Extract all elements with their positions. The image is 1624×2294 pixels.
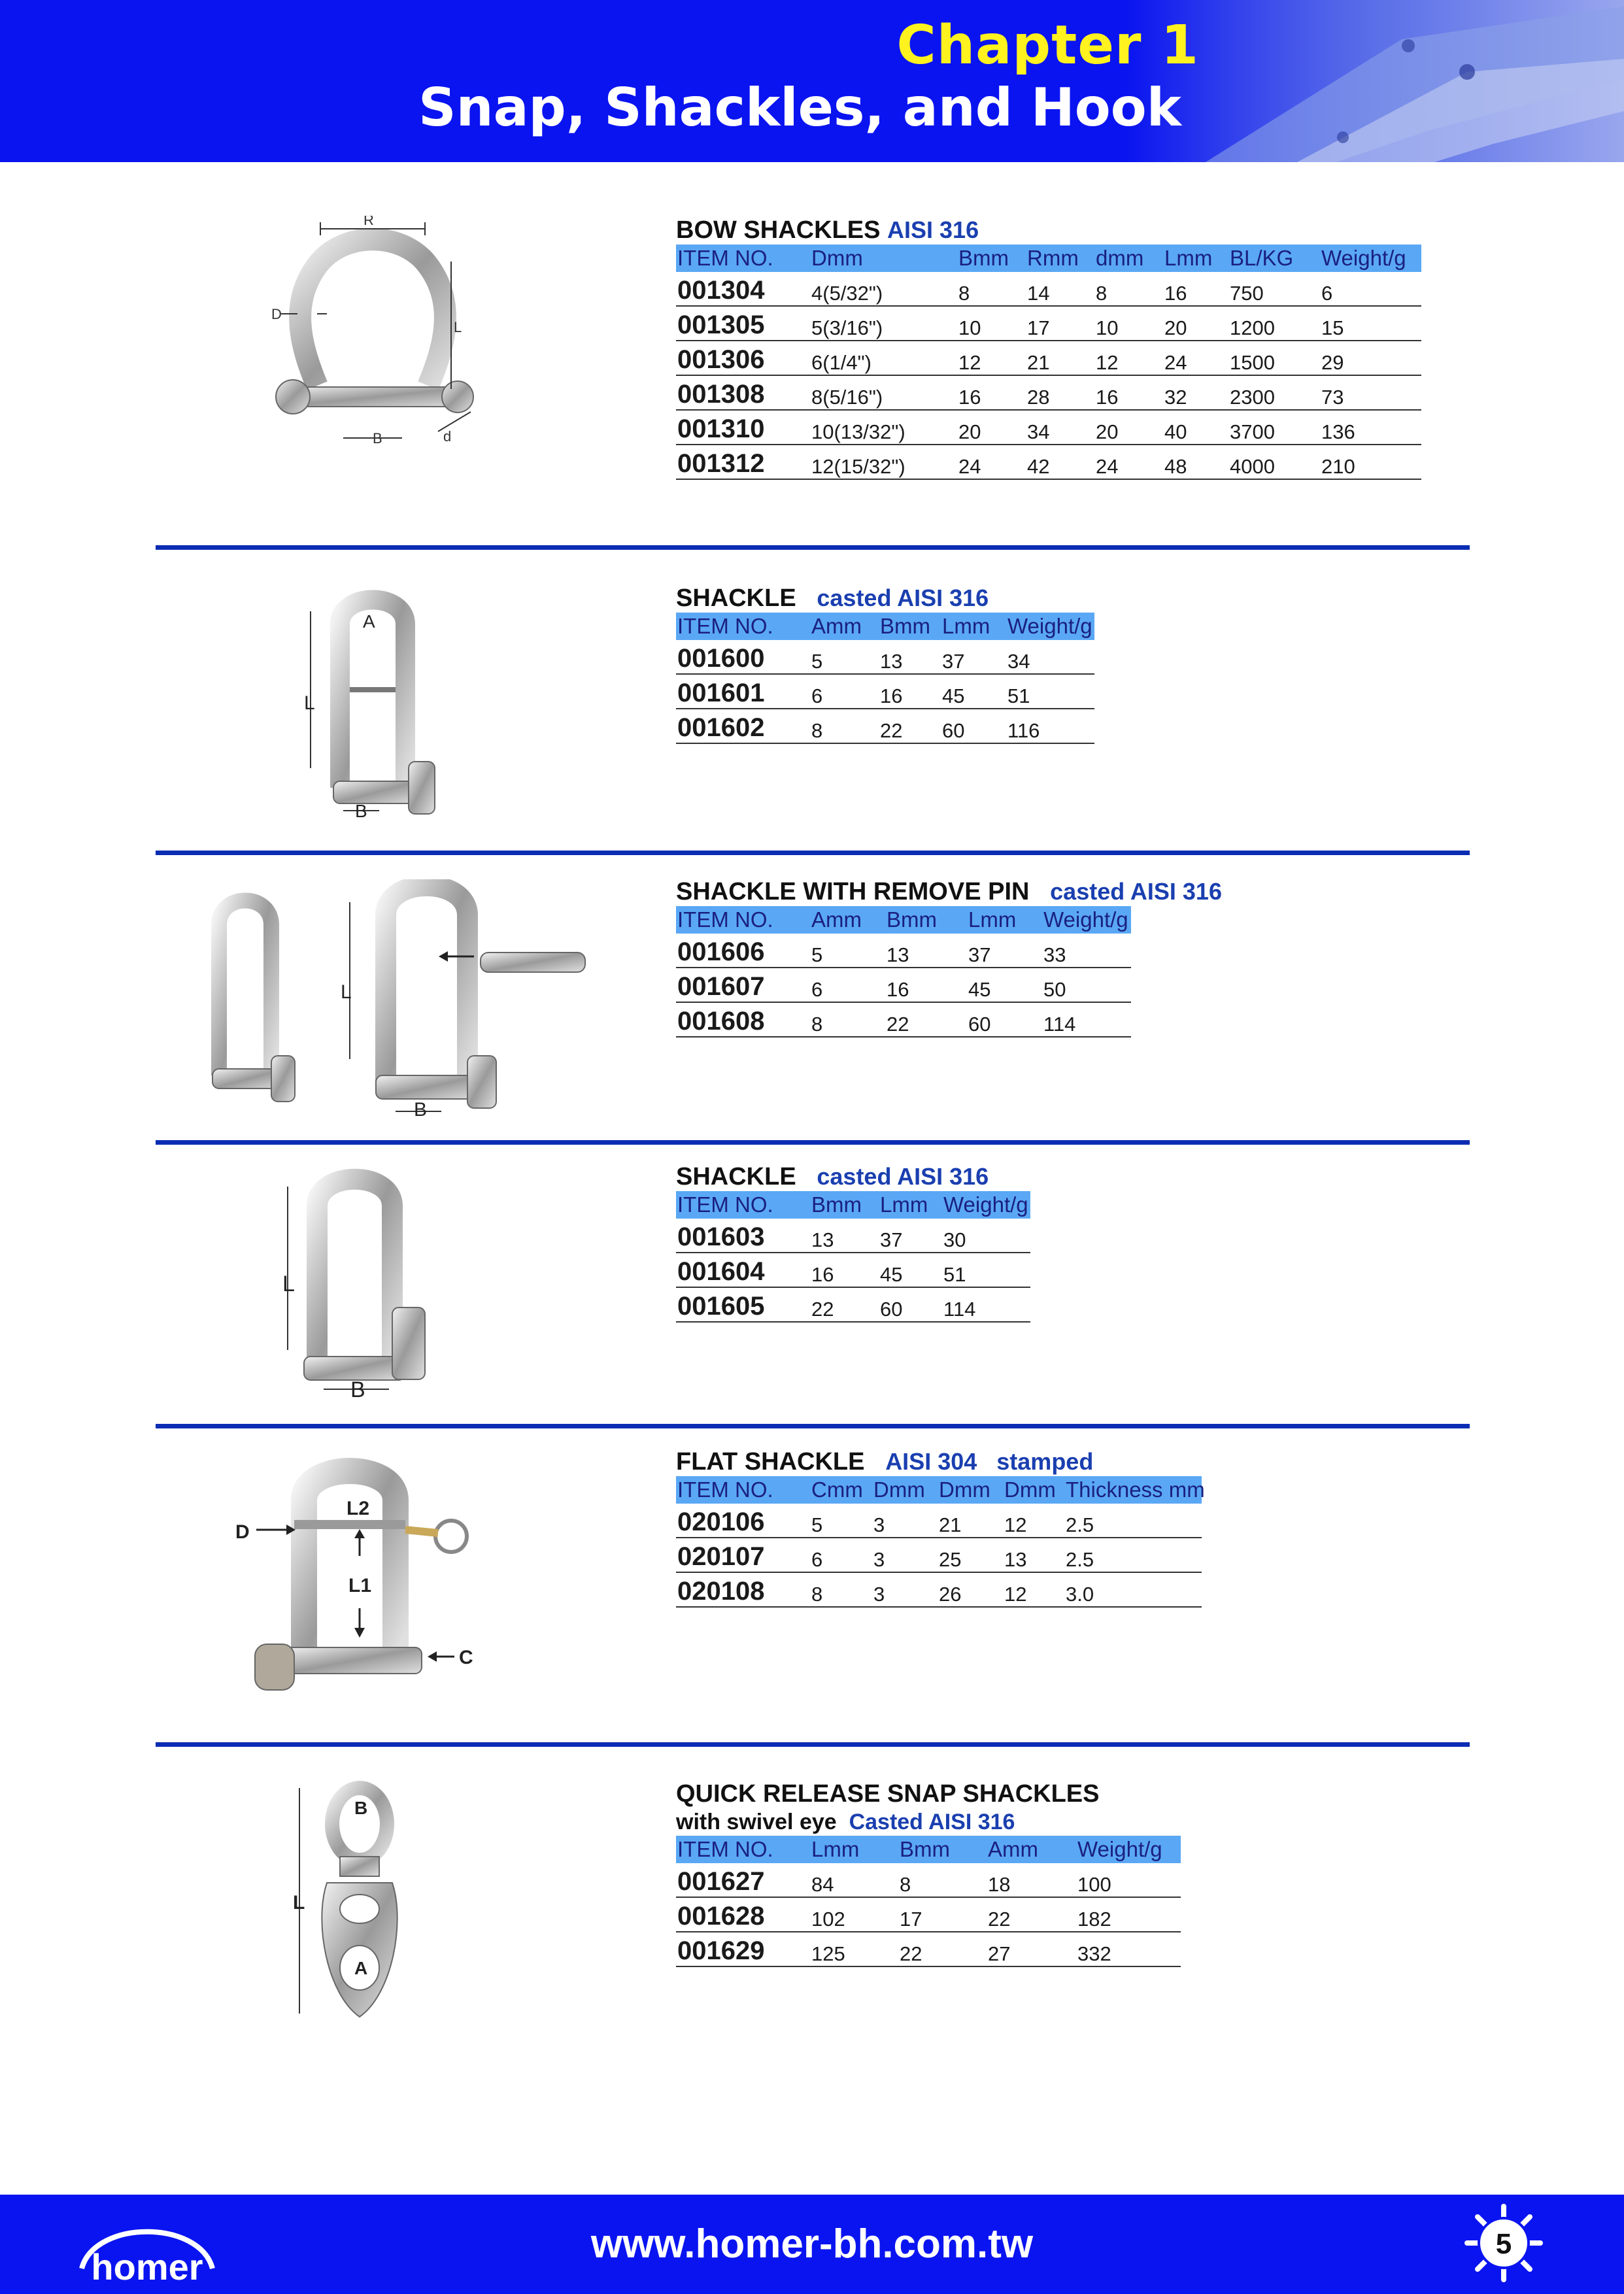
col-header: ITEM NO. [676,245,810,272]
cell: 27 [987,1932,1076,1966]
cell: 15 [1320,306,1421,341]
col-header: Weight/g [1076,1836,1181,1863]
cell: 10 [1094,306,1163,341]
col-header: Lmm [810,1836,898,1863]
item-number: 001604 [676,1253,810,1287]
flat-shackle-section [676,1447,1205,1608]
col-header: Amm [810,613,879,640]
table-row [676,306,1421,341]
cell: 2.5 [1064,1504,1202,1538]
cell: 40 [1163,410,1228,445]
cell: 30 [942,1219,1030,1253]
section-name: FLAT SHACKLE [676,1448,865,1476]
dim-label-b: B [350,1377,365,1402]
col-header: Cmm [810,1476,872,1504]
col-header: ITEM NO. [676,906,810,934]
item-number: 001629 [676,1932,810,1966]
cell: 28 [1026,375,1094,410]
dim-label-l: L [282,1272,295,1296]
bow-shackles-table [676,245,1421,480]
table-row [676,1287,1030,1322]
cell: 60 [967,1002,1042,1037]
cell: 12 [1003,1504,1064,1538]
section-name: SHACKLE WITH REMOVE PIN [676,878,1030,905]
cell: 12(15/32") [810,445,957,479]
item-number: 001312 [676,445,810,479]
cell: 13 [810,1219,879,1253]
snap-shackle-illustration [281,1778,412,2027]
item-number: 001305 [676,306,810,341]
cell: 8 [957,272,1026,306]
dim-label-small-d: d [443,428,452,445]
cell: 12 [957,341,1026,375]
cell: 21 [1026,341,1094,375]
section-subtitle [676,1808,1181,1836]
col-header: Bmm [885,906,967,934]
dim-label-a: A [363,611,375,632]
shackle-casted-2-table [676,1191,1030,1323]
dim-label-b: B [373,430,382,447]
item-number: 001608 [676,1002,810,1037]
cell: 22 [898,1932,987,1966]
table-row [676,1504,1202,1538]
col-header: Weight/g [1042,906,1131,934]
item-number: 001607 [676,968,810,1002]
item-number: 020106 [676,1504,810,1538]
cell: 26 [938,1572,1003,1607]
section-material: Casted AISI 316 [849,1810,1015,1834]
table-row [676,968,1131,1002]
cell: 45 [967,968,1042,1002]
dim-label-b: B [414,1099,428,1121]
cell: 3 [872,1538,938,1572]
bow-shackle-illustration [262,216,477,464]
col-header: Bmm [898,1836,987,1863]
col-header: dmm [1094,245,1163,272]
cell: 45 [879,1253,942,1287]
cell: 114 [1042,1002,1131,1037]
bow-shackles-section [676,216,1421,480]
cell: 2.5 [1064,1538,1202,1572]
shackle-remove-pin-section [676,877,1222,1037]
col-header: Rmm [1026,245,1094,272]
cell: 51 [942,1253,1030,1287]
cell: 3.0 [1064,1572,1202,1607]
cell: 34 [1006,640,1094,674]
cell: 22 [987,1897,1076,1932]
chapter-title: Snap, Shackles, and Hook [418,77,1181,138]
table-header-row [676,613,1094,640]
cell: 21 [938,1504,1003,1538]
cell: 16 [885,968,967,1002]
cell: 18 [987,1863,1076,1897]
table-row [676,640,1094,674]
col-header: ITEM NO. [676,1191,810,1219]
item-number: 001602 [676,709,810,743]
item-number: 001600 [676,640,810,674]
item-number: 001606 [676,934,810,968]
item-number: 001601 [676,674,810,709]
section-divider [156,1140,1470,1145]
shackle-casted-section [676,584,1094,744]
col-header: Dmm [810,245,957,272]
cell: 25 [938,1538,1003,1572]
col-header: Lmm [941,613,1006,640]
cell: 4(5/32") [810,272,957,306]
dim-label-b: B [355,801,367,821]
cell: 6 [810,968,885,1002]
cell: 3 [872,1572,938,1607]
section-name: SHACKLE [676,1163,796,1190]
cell: 48 [1163,445,1228,479]
section-divider [156,545,1470,550]
item-number: 001304 [676,272,810,306]
section-title [676,1162,1030,1191]
shackle-casted-table [676,613,1094,744]
cell: 210 [1320,445,1421,479]
cell: 182 [1076,1897,1181,1932]
section-material: AISI 316 [887,216,979,243]
item-number: 020108 [676,1572,810,1607]
section-name: BOW SHACKLES [676,216,881,244]
section-material: casted AISI 316 [817,1163,989,1190]
dim-label-d-upper: D [271,306,282,322]
table-row [676,1538,1202,1572]
cell: 60 [941,709,1006,743]
flat-shackle-table [676,1476,1205,1608]
col-header: Dmm [1003,1476,1064,1504]
col-header: Dmm [872,1476,938,1504]
table-row [676,1002,1131,1037]
chapter-number: Chapter 1 [896,14,1199,76]
table-header-row [676,1476,1202,1504]
cell: 5(3/16") [810,306,957,341]
cell: 34 [1026,410,1094,445]
col-header: Amm [987,1836,1076,1863]
table-header-row [676,1191,1030,1219]
section-divider [156,851,1470,855]
col-header: Weight/g [1006,613,1094,640]
item-number: 001605 [676,1287,810,1322]
quick-release-snap-table [676,1836,1181,1967]
section-material: casted AISI 316 [1050,878,1222,905]
cell: 3700 [1228,410,1320,445]
table-row [676,410,1421,445]
col-header: BL/KG [1228,245,1320,272]
shackle-remove-pin-table [676,906,1131,1037]
cell: 45 [941,674,1006,709]
col-header: Lmm [879,1191,942,1219]
table-header-row [676,1836,1181,1863]
cell: 50 [1042,968,1131,1002]
table-row [676,709,1094,743]
header-photo-decoration [1127,0,1624,162]
table-row [676,341,1421,375]
cell: 12 [1094,341,1163,375]
cell: 8 [898,1863,987,1897]
cell: 5 [810,640,879,674]
cell: 22 [885,1002,967,1037]
col-header: Weight/g [1320,245,1421,272]
section-title [676,877,1222,906]
section-name: SHACKLE [676,584,796,612]
cell: 5 [810,1504,872,1538]
cell: 32 [1163,375,1228,410]
cell: 84 [810,1863,898,1897]
item-number: 001306 [676,341,810,375]
cell: 102 [810,1897,898,1932]
flat-shackle-illustration [229,1455,490,1703]
section-subtitle-text: with swivel eye [676,1810,837,1834]
item-number: 001628 [676,1897,810,1932]
cell: 24 [1094,445,1163,479]
section-divider [156,1424,1470,1428]
cell: 16 [1163,272,1228,306]
dim-label-l2: L2 [347,1498,370,1519]
page-number: 5 [1495,2228,1512,2260]
cell: 17 [898,1897,987,1932]
page-footer [0,2195,1624,2294]
cell: 1200 [1228,306,1320,341]
page-header [0,0,1624,162]
dim-label-l: L [304,692,315,714]
cell: 100 [1076,1863,1181,1897]
table-row [676,375,1421,410]
cell: 8 [810,709,879,743]
cell: 16 [810,1253,879,1287]
table-header-row [676,906,1131,934]
cell: 29 [1320,341,1421,375]
section-title [676,1447,1202,1476]
section-divider [156,1742,1470,1747]
shackle-casted-2-illustration [268,1167,451,1409]
table-row [676,445,1421,479]
section-title [676,216,1421,245]
cell: 13 [885,934,967,968]
col-header: ITEM NO. [676,613,810,640]
cell: 51 [1006,674,1094,709]
item-number: 020107 [676,1538,810,1572]
table-row [676,1253,1030,1287]
cell: 22 [879,709,941,743]
ship-wheel-page-number [1464,2204,1543,2282]
table-row [676,1932,1181,1966]
cell: 24 [957,445,1026,479]
item-number: 001308 [676,375,810,410]
dim-label-l: L [293,1892,305,1914]
col-header: Bmm [957,245,1026,272]
website-url: www.homer-bh.com.tw [590,2221,1034,2267]
cell: 8(5/16") [810,375,957,410]
item-number: 001603 [676,1219,810,1253]
cell: 73 [1320,375,1421,410]
section-title [676,584,1094,613]
table-row [676,1897,1181,1932]
quick-release-snap-section [676,1780,1181,1967]
cell: 116 [1006,709,1094,743]
cell: 114 [942,1287,1030,1322]
cell: 5 [810,934,885,968]
cell: 3 [872,1504,938,1538]
cell: 10(13/32") [810,410,957,445]
cell: 24 [1163,341,1228,375]
col-header: Lmm [967,906,1042,934]
table-row [676,1863,1181,1897]
col-header: Weight/g [942,1191,1030,1219]
col-header: Amm [810,906,885,934]
cell: 33 [1042,934,1131,968]
cell: 14 [1026,272,1094,306]
cell: 60 [879,1287,942,1322]
table-header-row [676,245,1421,272]
cell: 4000 [1228,445,1320,479]
cell: 332 [1076,1932,1181,1966]
cell: 8 [810,1002,885,1037]
col-header: ITEM NO. [676,1476,810,1504]
dim-label-a: A [354,1958,368,1978]
col-header: Thickness mm [1064,1476,1202,1504]
dim-label-l: L [341,981,352,1003]
section-title: QUICK RELEASE SNAP SHACKLES [676,1780,1100,1808]
table-row [676,674,1094,709]
col-header: Lmm [1163,245,1228,272]
cell: 2300 [1228,375,1320,410]
item-number: 001310 [676,410,810,445]
cell: 8 [1094,272,1163,306]
cell: 22 [810,1287,879,1322]
col-header: Bmm [879,613,941,640]
table-row [676,272,1421,306]
cell: 6(1/4") [810,341,957,375]
table-row [676,934,1131,968]
col-header: Bmm [810,1191,879,1219]
dim-label-r: R [364,216,374,228]
item-number: 001627 [676,1863,810,1897]
cell: 37 [967,934,1042,968]
cell: 37 [941,640,1006,674]
col-header: ITEM NO. [676,1836,810,1863]
cell: 16 [1094,375,1163,410]
cell: 20 [1094,410,1163,445]
dim-label-b: B [354,1798,368,1818]
cell: 125 [810,1932,898,1966]
cell: 1500 [1228,341,1320,375]
shackle-casted-2-section [676,1162,1030,1323]
cell: 8 [810,1572,872,1607]
cell: 16 [879,674,941,709]
dim-label-l: L [454,319,462,335]
logo-text: homer [91,2246,203,2285]
cell: 13 [1003,1538,1064,1572]
cell: 136 [1320,410,1421,445]
col-header: Dmm [938,1476,1003,1504]
dim-label-l1: L1 [348,1575,372,1596]
cell: 13 [879,640,941,674]
cell: 16 [957,375,1026,410]
cell: 42 [1026,445,1094,479]
section-material: casted AISI 316 [817,584,989,611]
cell: 750 [1228,272,1320,306]
cell: 17 [1026,306,1094,341]
cell: 20 [1163,306,1228,341]
table-row [676,1219,1030,1253]
cell: 12 [1003,1572,1064,1607]
cell: 6 [1320,272,1421,306]
dim-label-d: D [235,1521,250,1543]
dim-label-c: C [459,1647,473,1668]
shackle-remove-pin-illustration [193,879,598,1121]
casted-shackle-illustration [297,585,454,827]
cell: 37 [879,1219,942,1253]
cell: 20 [957,410,1026,445]
section-material: AISI 304 stamped [885,1448,1094,1475]
cell: 10 [957,306,1026,341]
table-row [676,1572,1202,1607]
cell: 6 [810,674,879,709]
cell: 6 [810,1538,872,1572]
